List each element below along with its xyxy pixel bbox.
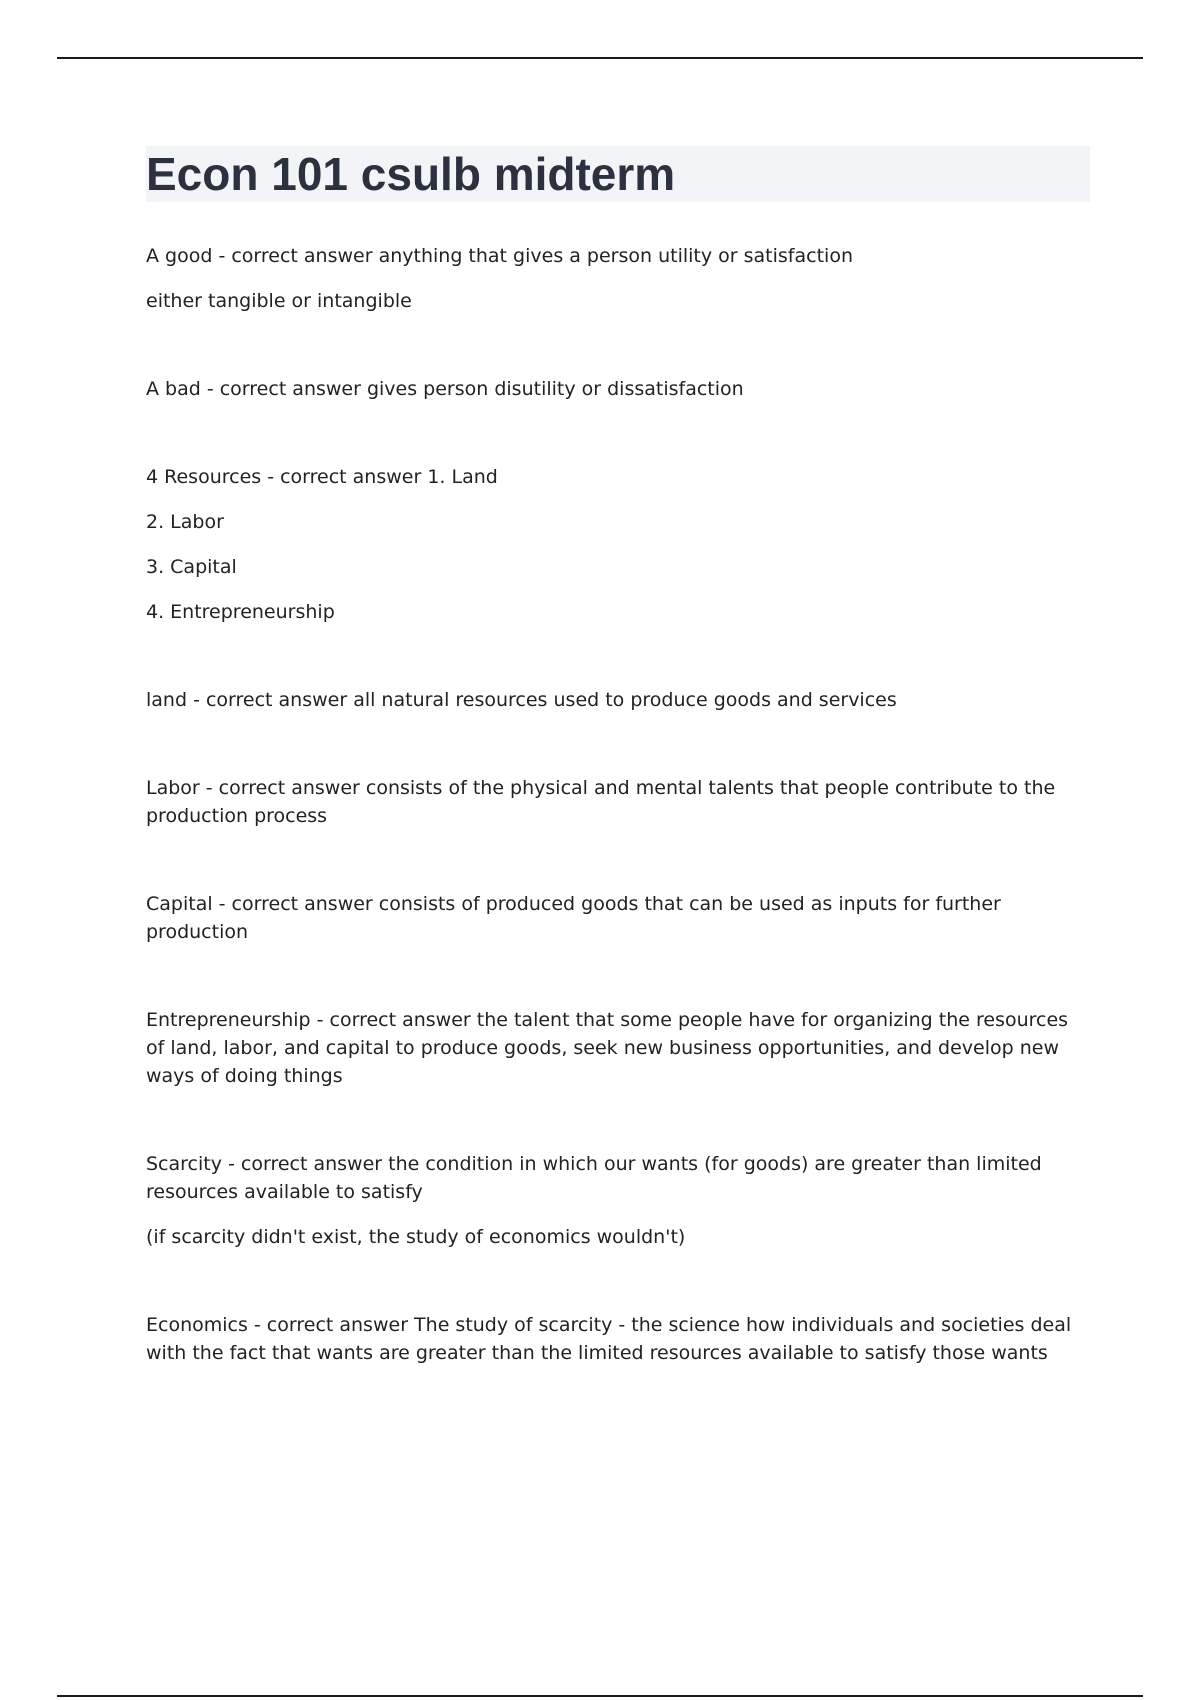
entry-economics bbox=[146, 1311, 1090, 1367]
bottom-rule bbox=[57, 1695, 1143, 1697]
entry-line: Labor - correct answer consists of the physical and mental talents that people contribute to the production process bbox=[146, 777, 1056, 827]
entry-line: 4. Entrepreneurship bbox=[146, 601, 335, 623]
entry-line: 2. Labor bbox=[146, 511, 224, 533]
entry-line: A bad - correct answer gives person disutility or dissatisfaction bbox=[146, 378, 744, 400]
top-rule bbox=[57, 57, 1143, 59]
title-banner bbox=[146, 146, 1090, 202]
entry-line: 4 Resources - correct answer 1. Land bbox=[146, 466, 498, 488]
entry-line: Economics - correct answer The study of scarcity - the science how individuals and societies deal with the fact that wants are greater than the limited resources available to satisfy those wants bbox=[146, 1314, 1072, 1364]
entry-land bbox=[146, 686, 1090, 714]
entry-line: Scarcity - correct answer the condition in which our wants (for goods) are greater than limited resources available to satisfy bbox=[146, 1153, 1042, 1203]
entry-line: (if scarcity didn't exist, the study of economics wouldn't) bbox=[146, 1226, 686, 1248]
page-title: Econ 101 csulb midterm bbox=[146, 148, 676, 200]
entry-good bbox=[146, 242, 1090, 315]
entry-line: Capital - correct answer consists of produced goods that can be used as inputs for further production bbox=[146, 893, 1001, 943]
entry-scarcity bbox=[146, 1150, 1090, 1251]
entry-entrepreneurship bbox=[146, 1006, 1090, 1090]
entry-line: either tangible or intangible bbox=[146, 290, 412, 312]
entry-line: A good - correct answer anything that gives a person utility or satisfaction bbox=[146, 245, 853, 267]
document-body bbox=[146, 146, 1090, 1427]
entry-resources bbox=[146, 463, 1090, 626]
entry-line: Entrepreneurship - correct answer the talent that some people have for organizing the resources of land, labor, and capital to produce goods, seek new business opportunities, and develop new ways of doing things bbox=[146, 1009, 1069, 1087]
entry-line: 3. Capital bbox=[146, 556, 237, 578]
entry-labor bbox=[146, 774, 1090, 830]
entry-capital bbox=[146, 890, 1090, 946]
entry-bad bbox=[146, 375, 1090, 403]
entry-line: land - correct answer all natural resources used to produce goods and services bbox=[146, 689, 897, 711]
